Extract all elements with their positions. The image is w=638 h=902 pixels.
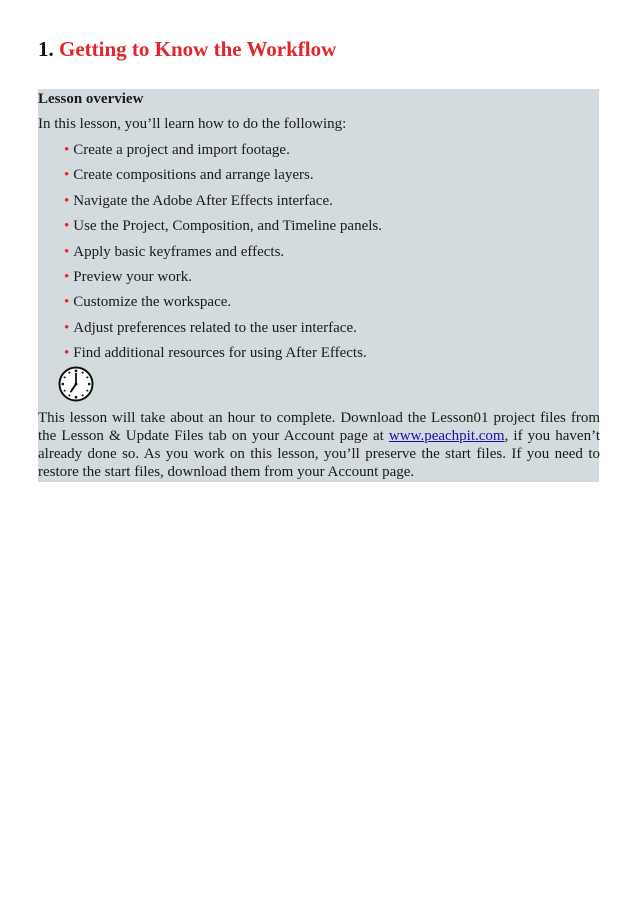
list-item bbox=[64, 216, 382, 236]
duration-text-end: , if you haven’t already done so. As you work on this lesson, you’ll preserve the start files. If you need to restore the start files, download them from your Account page. bbox=[38, 428, 600, 480]
list-item bbox=[64, 165, 382, 185]
bullet-icon: • bbox=[64, 345, 70, 362]
peachpit-link[interactable]: www.peachpit.com bbox=[388, 428, 505, 444]
list-item-text: Navigate the Adobe After Effects interface. bbox=[73, 192, 333, 209]
duration-text-start: This lesson will take about an hour to complete. Download the Lesson01 project files from the Lesson & Update Files tab on your Account page at bbox=[38, 410, 600, 444]
list-item-text: Use the Project, Composition, and Timeline panels. bbox=[73, 218, 382, 235]
bullet-icon: • bbox=[64, 243, 70, 260]
chapter-title-text: Getting to Know the Workflow bbox=[59, 37, 337, 61]
list-item bbox=[64, 343, 382, 363]
bullet-icon: • bbox=[64, 294, 70, 311]
clock-icon bbox=[57, 365, 95, 403]
lesson-overview-box bbox=[38, 89, 599, 482]
bullet-icon: • bbox=[64, 319, 70, 336]
objective-list bbox=[64, 140, 382, 369]
lesson-duration-text bbox=[38, 409, 600, 481]
list-item bbox=[64, 292, 382, 312]
list-item bbox=[64, 191, 382, 211]
list-item-text: Find additional resources for using After Effects. bbox=[73, 345, 367, 362]
list-item bbox=[64, 267, 382, 287]
bullet-icon: • bbox=[64, 268, 70, 285]
list-item-text: Customize the workspace. bbox=[73, 294, 232, 311]
list-item-text: Adjust preferences related to the user interface. bbox=[73, 319, 357, 336]
list-item bbox=[64, 140, 382, 160]
chapter-title bbox=[38, 34, 599, 64]
list-item-text: Create a project and import footage. bbox=[73, 142, 290, 158]
bullet-icon: • bbox=[64, 167, 70, 184]
list-item bbox=[64, 318, 382, 338]
list-item-text: Preview your work. bbox=[73, 268, 192, 285]
list-item-text: Create compositions and arrange layers. bbox=[73, 167, 314, 184]
list-item-text: Apply basic keyframes and effects. bbox=[73, 243, 285, 260]
lesson-overview-heading: Lesson overview bbox=[38, 91, 144, 107]
bullet-icon: • bbox=[64, 218, 70, 235]
bullet-icon: • bbox=[64, 142, 70, 158]
bullet-icon: • bbox=[64, 192, 70, 209]
page bbox=[38, 34, 600, 480]
list-item bbox=[64, 242, 382, 262]
lesson-overview-intro: In this lesson, you’ll learn how to do the following: bbox=[38, 116, 347, 132]
chapter-number: 1. bbox=[38, 37, 54, 61]
